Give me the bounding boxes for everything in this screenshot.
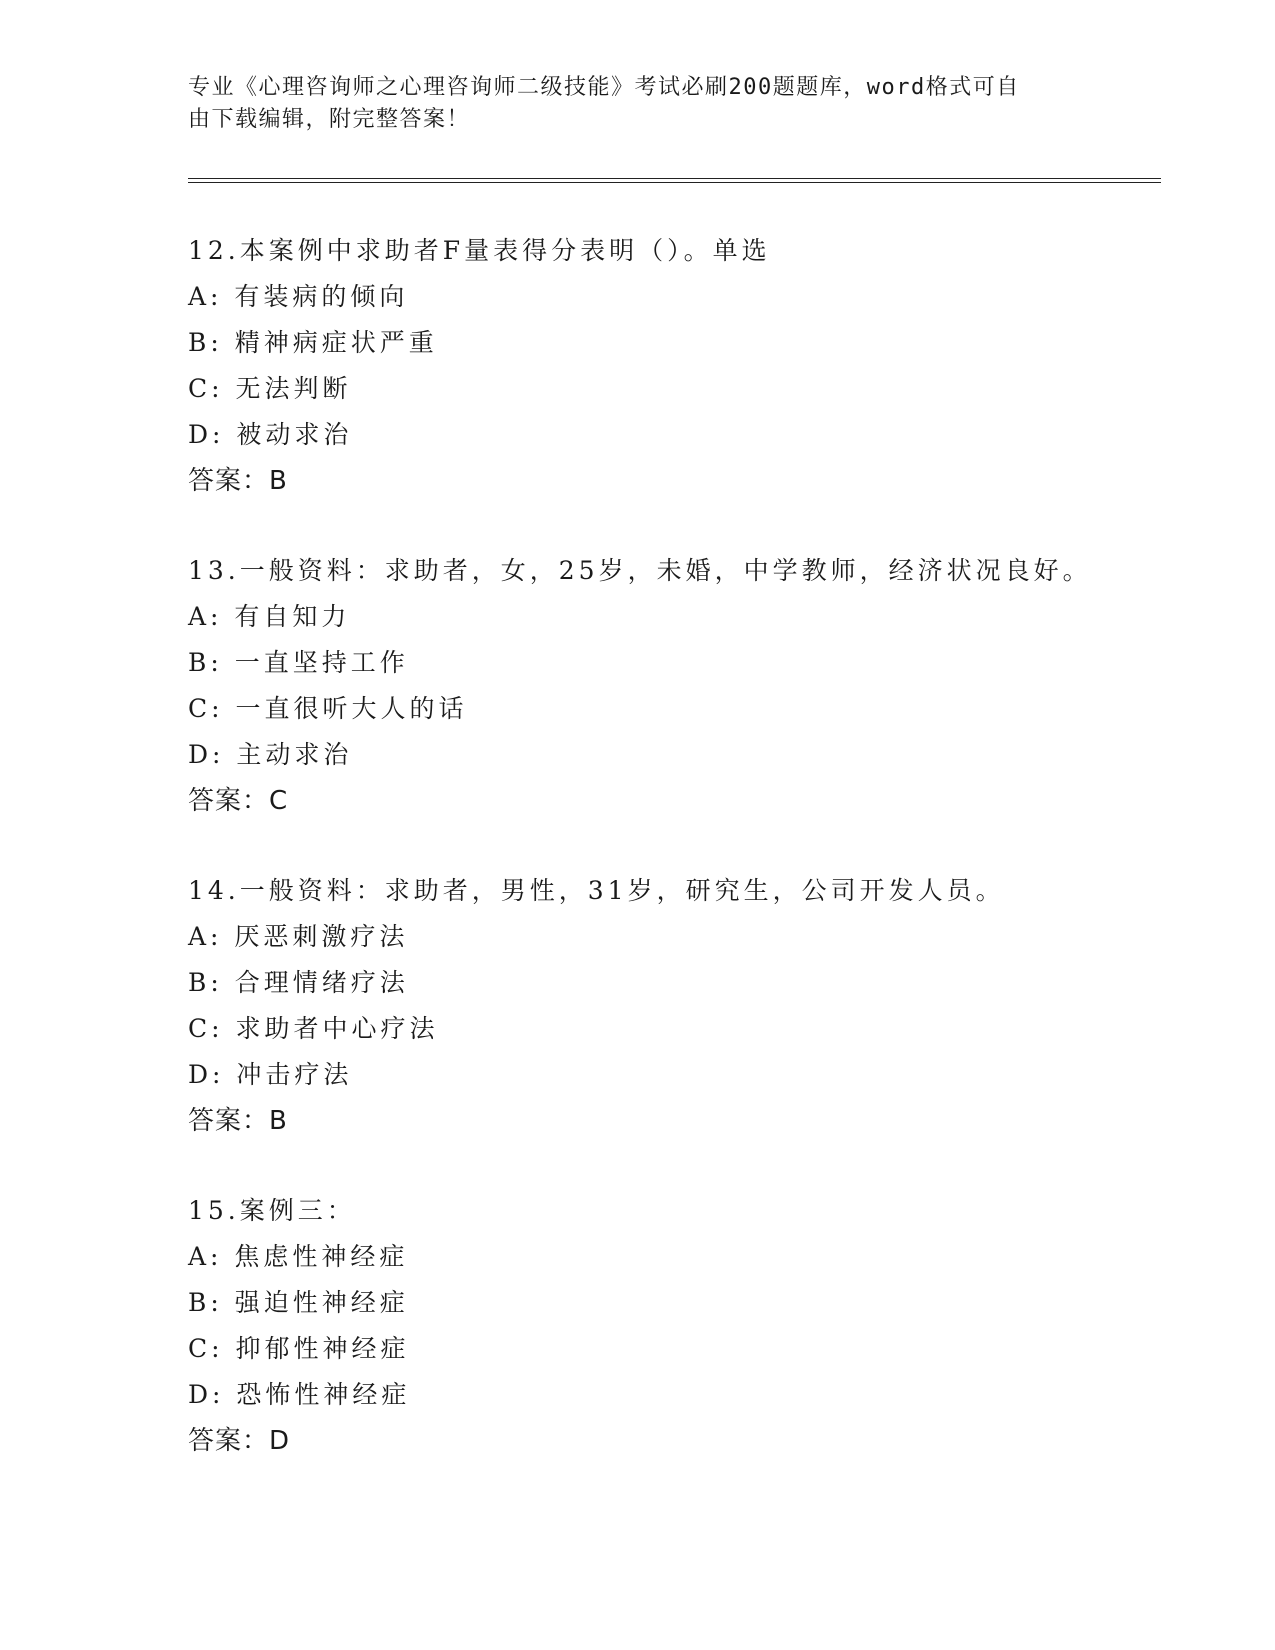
question-stem: 12.本案例中求助者F量表得分表明（）。单选: [188, 236, 771, 265]
question-14: [188, 868, 1188, 1144]
option-c: C: 无法判断: [188, 374, 352, 403]
header-line-1: 专业《心理咨询师之心理咨询师二级技能》考试必刷200题题库，word格式可自: [188, 75, 1020, 100]
option-c: C: 一直很听大人的话: [188, 694, 468, 723]
option-d: D: 冲击疗法: [188, 1060, 353, 1089]
option-c: C: 抑郁性神经症: [188, 1334, 410, 1363]
question-stem: 13.一般资料：求助者，女，25岁，未婚，中学教师，经济状况良好。: [188, 556, 1092, 585]
option-b: B: 精神病症状严重: [188, 328, 438, 357]
option-c: C: 求助者中心疗法: [188, 1014, 439, 1043]
header-line-2: 由下载编辑，附完整答案！: [188, 107, 471, 132]
option-d: D: 主动求治: [188, 740, 353, 769]
option-d: D: 恐怖性神经症: [188, 1380, 411, 1409]
question-15: [188, 1188, 1188, 1464]
option-b: B: 强迫性神经症: [188, 1288, 409, 1317]
option-d: D: 被动求治: [188, 420, 353, 449]
option-a: A: 有装病的倾向: [188, 282, 409, 311]
option-b: B: 合理情绪疗法: [188, 968, 409, 997]
answer: 答案：D: [188, 1426, 291, 1456]
question-stem: 15.案例三：: [188, 1196, 356, 1225]
question-12: [188, 228, 1188, 504]
option-a: A: 有自知力: [188, 602, 351, 631]
option-a: A: 厌恶刺激疗法: [188, 922, 409, 951]
option-b: B: 一直坚持工作: [188, 648, 409, 677]
header-divider: [188, 178, 1161, 183]
option-a: A: 焦虑性神经症: [188, 1242, 409, 1271]
question-13: [188, 548, 1188, 824]
answer: 答案：B: [188, 466, 288, 496]
answer: 答案：C: [188, 786, 289, 816]
document-header: [188, 72, 1088, 136]
question-stem: 14.一般资料：求助者，男性，31岁，研究生，公司开发人员。: [188, 876, 1005, 905]
answer: 答案：B: [188, 1106, 288, 1136]
